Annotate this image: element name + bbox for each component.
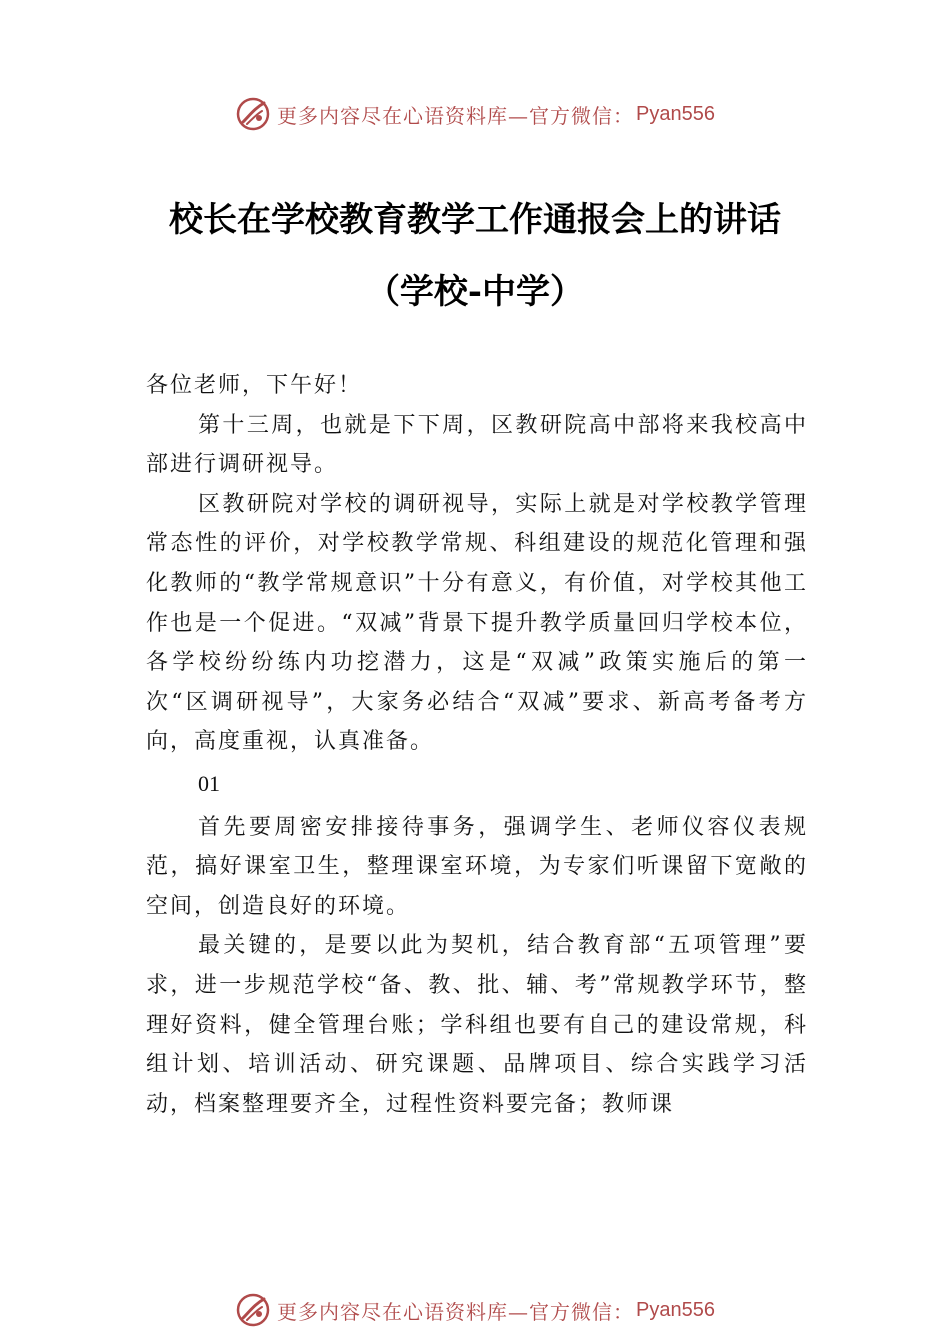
page-title: 校长在学校教育教学工作通报会上的讲话 xyxy=(169,200,781,240)
greeting-paragraph: 各位老师，下午好！ xyxy=(146,373,363,398)
watermark-handle: Pyan556 xyxy=(636,1298,715,1321)
paragraph-1: 第十三周，也就是下下周，区教研院高中部将来我校高中部进行调研视导。 xyxy=(146,412,808,478)
header-watermark xyxy=(0,94,950,134)
paragraph-2: 区教研院对学校的调研视导，实际上就是对学校教学管理常态性的评价，对学校教学常规、科组建设的规范化管理和强化教师的“教学常规意识”十分有意义，有价值，对学校其他工作也是一个促进。“双减”背景下提升教学质量回归学校本位，各学校纷纷练内功挖潜力，这是“双减”政策实施后的第一次“区调研视导”，大家务必结合“双减”要求、新高考备考方向，高度重视，认真准备。 xyxy=(146,491,808,755)
watermark-text: 更多内容尽在心语资料库—官方微信： xyxy=(277,1299,635,1324)
footer-watermark xyxy=(0,1290,950,1330)
paragraph-4: 最关键的，是要以此为契机，结合教育部“五项管理”要求，进一步规范学校“备、教、批、辅、考”常规教学环节，整理好资料，健全管理台账；学科组也要有自己的建设常规，科组计划、培训活动、研究课题、品牌项目、综合实践学习活动，档案整理要齐全，过程性资料要完备；教师课 xyxy=(146,933,808,1117)
watermark-text: 更多内容尽在心语资料库—官方微信： xyxy=(277,103,635,128)
section-number: 01 xyxy=(198,770,220,796)
logo-icon xyxy=(235,1292,271,1328)
watermark-handle: Pyan556 xyxy=(636,102,715,125)
document-body xyxy=(146,366,808,1124)
logo-icon xyxy=(235,96,271,132)
paragraph-3: 首先要周密安排接待事务，强调学生、老师仪容仪表规范，搞好课室卫生，整理课室环境，为专家们听课留下宽敞的空间，创造良好的环境。 xyxy=(146,814,808,919)
page-subtitle: （学校-中学） xyxy=(365,272,585,312)
